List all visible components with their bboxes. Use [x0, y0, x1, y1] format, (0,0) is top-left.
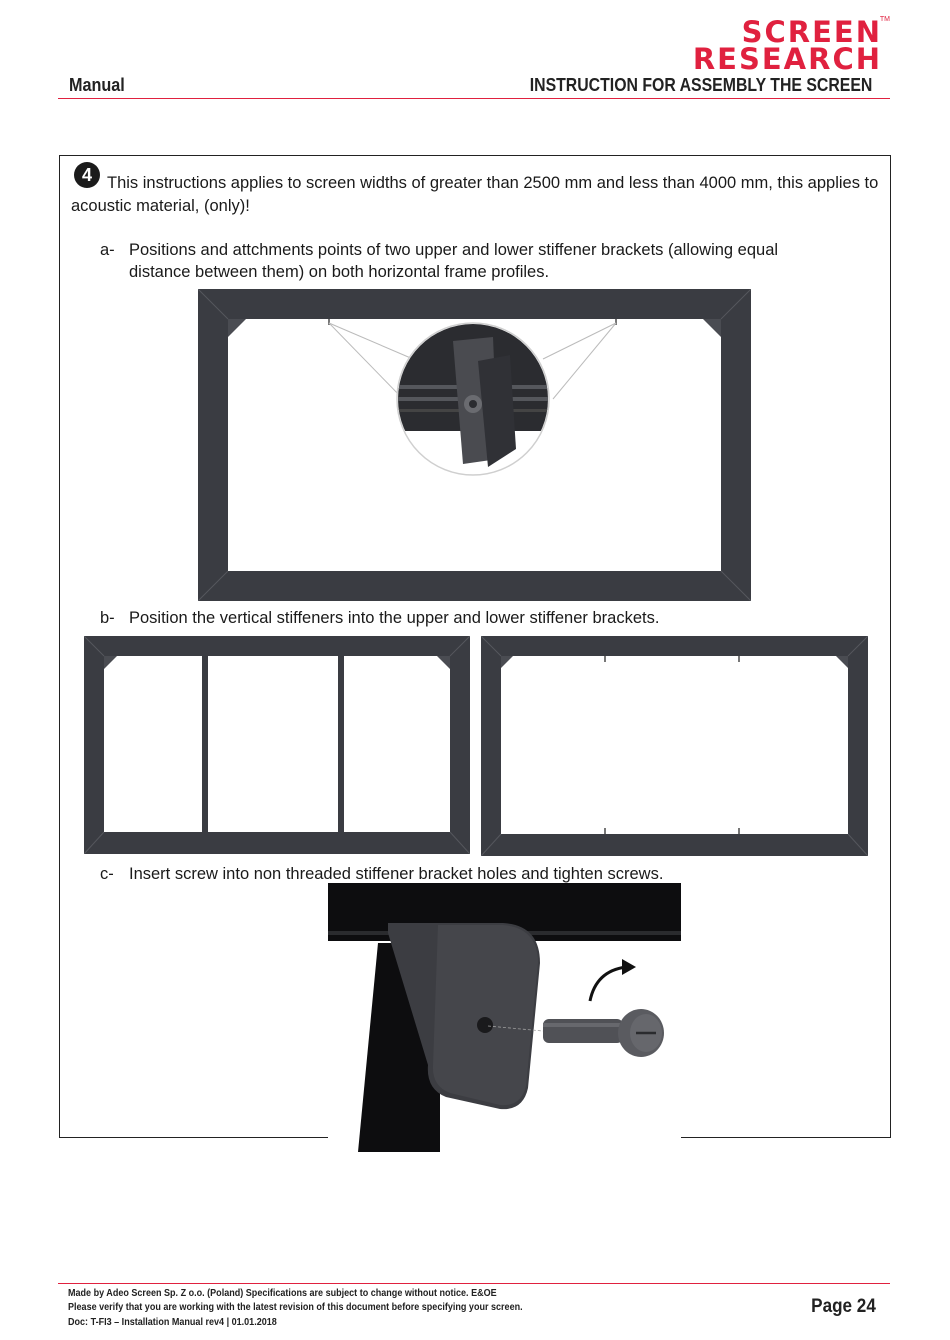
item-text-line1: Position the vertical stiffeners into the upper and lower stiffener brackets. [129, 609, 660, 627]
footer-company-notice: Made by Adeo Screen Sp. Z o.o. (Poland) Specifications are subject to change without notice. E&OE [68, 1287, 497, 1299]
frame-with-brackets-illustration [481, 636, 868, 856]
header-document-title: INSTRUCTION FOR ASSEMBLY THE SCREEN [529, 75, 872, 95]
step-intro [71, 172, 881, 218]
bracket-screw-closeup-illustration [328, 883, 681, 1152]
step-number-badge: 4 [74, 162, 100, 188]
item-text-line2: distance between them) on both horizontal frame profiles. [129, 263, 550, 281]
step-intro-text: This instructions applies to screen widths of greater than 2500 mm and less than 4000 mm, this applies to acoustic material, (only)! [71, 174, 879, 215]
header-manual-label: Manual [69, 75, 125, 95]
frame-with-vertical-stiffeners-illustration [84, 636, 470, 854]
item-text-line1: Insert screw into non threaded stiffener bracket holes and tighten screws. [129, 865, 664, 883]
logo-line-1: SCREEN [741, 15, 882, 49]
footer-document-id: Doc: T-FI3 – Installation Manual rev4 | 01.01.2018 [68, 1316, 277, 1328]
item-marker: a- [100, 241, 115, 259]
logo-trademark: TM [879, 16, 890, 23]
page-number: Page 24 [811, 1296, 876, 1317]
footer-divider [58, 1283, 890, 1284]
item-marker: b- [100, 609, 115, 627]
footer-revision-notice: Please verify that you are working with the latest revision of this document before specifying your screen. [68, 1301, 523, 1313]
item-marker: c- [100, 865, 114, 883]
screen-research-logo [622, 15, 890, 76]
frame-bracket-positions-illustration [198, 289, 751, 601]
logo-line-2: RESEARCH [692, 42, 882, 76]
instruction-item-b [100, 607, 880, 631]
instruction-item-a [100, 239, 880, 285]
item-text-line1: Positions and attchments points of two upper and lower stiffener brackets (allowing equal [129, 241, 779, 259]
header-divider [58, 98, 890, 99]
